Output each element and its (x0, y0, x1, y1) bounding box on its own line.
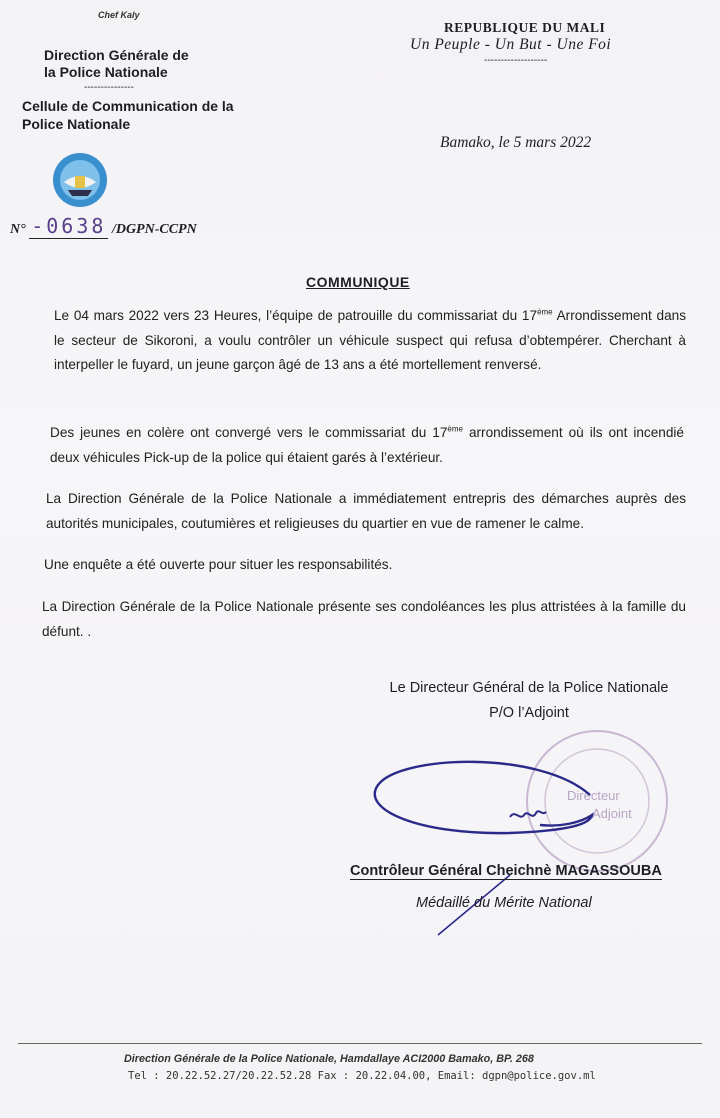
cell-line2: Police Nationale (22, 116, 131, 132)
paragraph-3: La Direction Générale de la Police Nationale a immédiatement entrepris des démarches auprès des autorités municipales, coutumières et religieuses du quartier en vue de ramener le calme. (46, 491, 686, 531)
national-motto: Un Peuple - Un But - Une Foi (410, 36, 612, 53)
separator-left: --------------- (84, 82, 134, 93)
p2-text-a: Des jeunes en colère ont convergé vers le commissariat du 17 (50, 425, 448, 440)
country-name: REPUBLIQUE DU MALI (444, 20, 606, 35)
signatory-distinction: Médaillé du Mérite National (416, 895, 592, 911)
handwritten-signature (360, 755, 650, 945)
signatory-name-text: Contrôleur Général Cheichnè MAGASSOUBA (350, 863, 662, 879)
paragraph-4: Une enquête a été ouverte pour situer les responsabilités. (44, 557, 393, 572)
number-suffix: /DGPN-CCPN (111, 222, 197, 237)
org-line2: la Police Nationale (44, 64, 168, 80)
p1-text-b: Arrondissement dans le secteur de Sikoroni, a voulu contrôler un véhicule suspect qui refusa d’obtempérer. Cherchant à interpeller le fuyard, un jeune garçon âgé de 13 ans a été mortellement renversé. (54, 308, 686, 372)
signatory-title-line2: P/O l’Adjoint (489, 705, 569, 721)
p1-text-a: Le 04 mars 2022 vers 23 Heures, l’équipe de patrouille du commissariat du 17 (54, 308, 538, 323)
separator-right: ------------------- (484, 55, 548, 66)
number-prefix: N° (10, 222, 26, 237)
reference-number (10, 214, 197, 238)
org-line1: Direction Générale de (44, 47, 189, 63)
p1-sup: ème (537, 307, 553, 317)
stamp-line2: Adjoint (592, 806, 632, 821)
document-title: COMMUNIQUE (306, 274, 410, 290)
signatory-name (350, 863, 662, 879)
document-date: Bamako, le 5 mars 2022 (440, 134, 592, 151)
footer-address: Direction Générale de la Police Nationale, Hamdallaye ACI2000 Bamako, BP. 268 (124, 1053, 534, 1065)
org-name (44, 47, 244, 81)
number-value: -0638 (31, 214, 107, 238)
footer-divider (18, 1043, 702, 1044)
signatory-title-line1: Le Directeur Général de la Police Nationale (389, 680, 669, 696)
stamp-line1: Directeur (567, 788, 620, 803)
paragraph-1 (54, 304, 686, 378)
signatory-title (370, 676, 688, 726)
p2-text-b: arrondissement où ils ont incendié deux véhicules Pick-up de la police qui étaient garés à l’extérieur. (50, 425, 684, 465)
chef-annotation: Chef Kaly (98, 10, 140, 20)
footer-contact: Tel : 20.22.52.27/20.22.52.28 Fax : 20.22.04.00, Email: dgpn@police.gov.ml (128, 1070, 596, 1082)
cell-name (22, 97, 282, 133)
police-logo-icon (50, 152, 110, 208)
paragraph-2 (50, 421, 684, 470)
cell-line1: Cellule de Communication de la (22, 98, 234, 114)
p2-sup: ème (447, 424, 463, 434)
paragraph-5: La Direction Générale de la Police Nationale présente ses condoléances les plus attristées à la famille du défunt. . (42, 599, 686, 639)
